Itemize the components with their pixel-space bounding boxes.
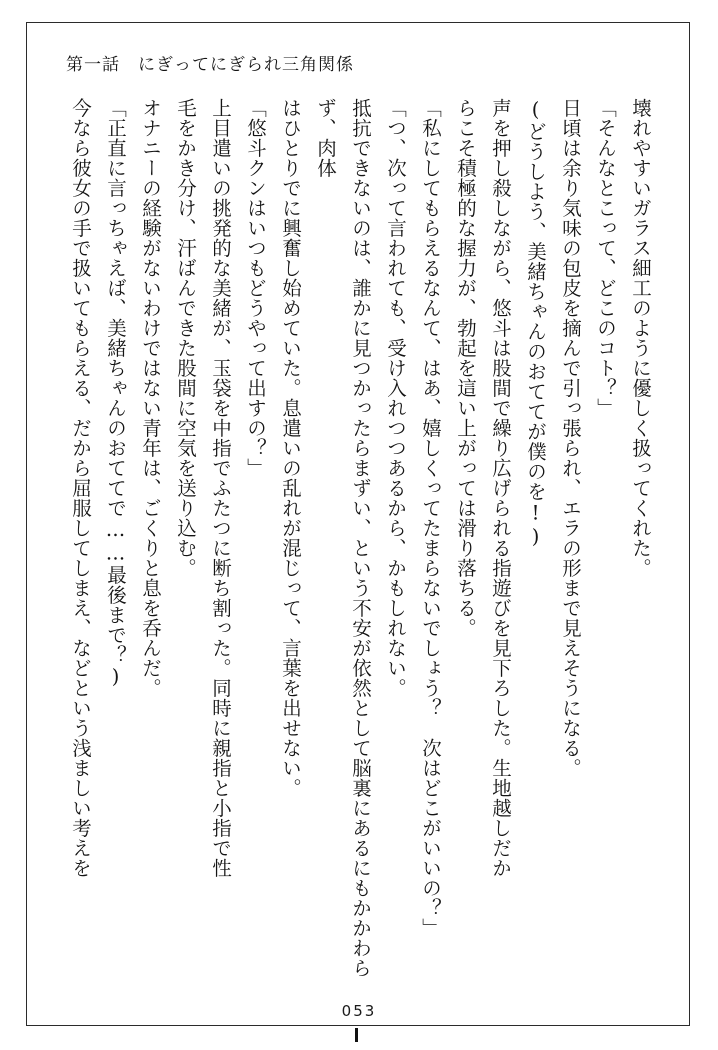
paragraph: 上目遣いの挑発的な美緒が、玉袋を中指でふたつに断ち割った。同時に親指と小指で性: [209, 98, 232, 878]
paragraph: (どうしよう、美緒ちゃんのおててが僕のを!): [524, 98, 547, 549]
paragraph: 「つ、次って言われても、受け入れつつあるから、かもしれない。: [384, 98, 407, 698]
body-text-block: [58, 98, 658, 978]
paragraph: 抵抗できないのは、誰かに見つかったらまずい、という不安が依然として脳裏にあるにもかかわらず、肉体: [314, 98, 372, 978]
paragraph: 声を押し殺しながら、悠斗は股間で繰り広げられる指遊びを見下ろした。生地越しだか: [489, 98, 512, 878]
spine-mark: [355, 1028, 358, 1042]
paragraph: 毛をかき分け、汗ばんできた股間に空気を送り込む。: [174, 98, 197, 578]
paragraph: 「悠斗クンはいつもどうやって出すの？」: [244, 98, 267, 478]
paragraph: 「正直に言っちゃえば、美緒ちゃんのおててで……最後まで？): [104, 98, 127, 689]
paragraph: 壊れやすいガラス細工のように優しく扱ってくれた。: [629, 98, 652, 578]
paragraph: 日頃は余り気味の包皮を摘んで引っ張られ、エラの形まで見えそうになる。: [559, 98, 582, 778]
paragraph: 「私にしてもらえるなんて、はあ、嬉しくってたまらないでしょう？ 次はどこがいいの？」: [419, 98, 442, 938]
paragraph: 「そんなとこって、どこのコト？」: [594, 98, 617, 418]
paragraph: はひとりでに興奮し始めていた。息遣いの乱れが混じって、言葉を出せない。: [279, 98, 302, 798]
paragraph: 今なら彼女の手で扱いてもらえる、だから屈服してしまえ、などという浅ましい考えを: [69, 98, 92, 878]
paragraph: オナニーの経験がないわけではない青年は、ごくりと息を呑んだ。: [139, 98, 162, 698]
paragraph: らこそ積極的な握力が、勃起を這い上がっては滑り落ちる。: [454, 98, 477, 638]
page-number: 053: [341, 1002, 377, 1020]
chapter-header: 第一話 にぎってにぎられ三角関係: [66, 55, 354, 75]
